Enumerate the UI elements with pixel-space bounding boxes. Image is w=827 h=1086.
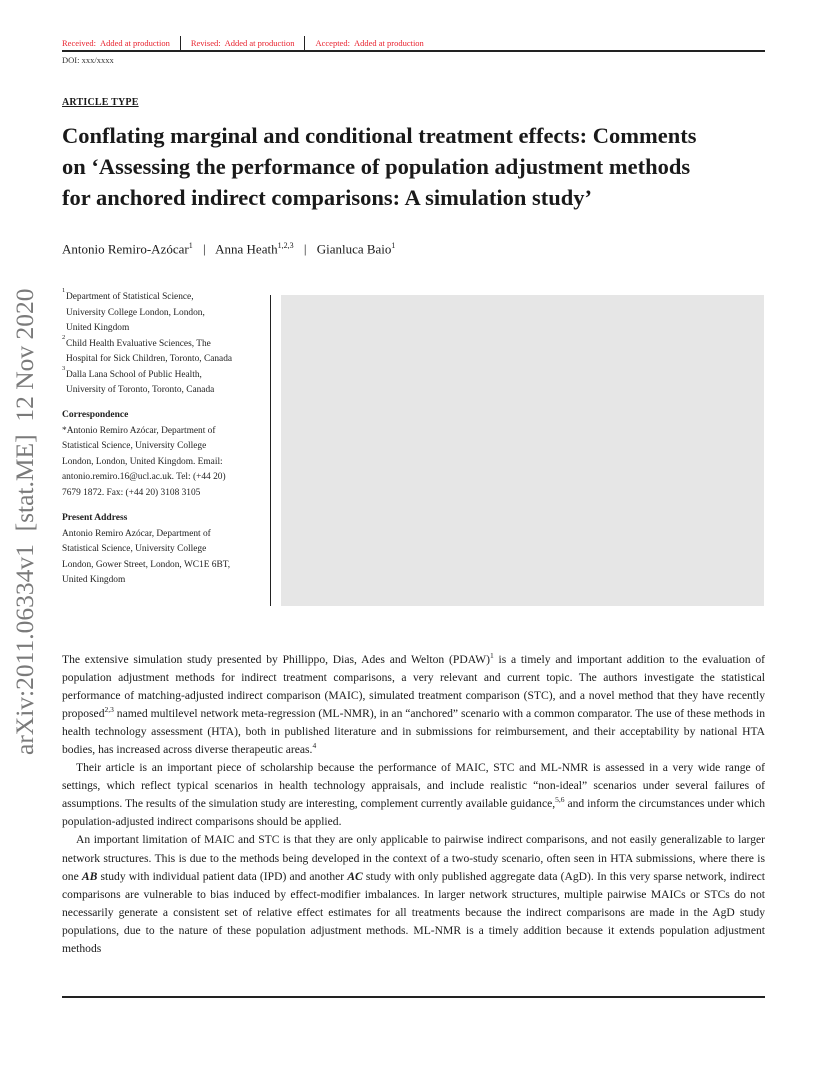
author-affiliation-mark: 1,2,3 [277,241,294,250]
revised-date: Revised: Added at production [180,36,305,50]
affiliation-item: 3 Dalla Lana School of Public Health, University of Toronto, Toronto, Canada [62,364,215,395]
author-name: Antonio Remiro-Azócar [62,241,189,257]
title-line: Conflating marginal and conditional treatment effects: Comments [62,123,697,148]
abstract-box [281,295,764,606]
affiliation-item: 1 Department of Statistical Science, University College London, London, United Kingdom [62,287,205,333]
paragraph: Their article is an important piece of scholarship because the performance of MAIC, STC and ML-NMR is assessed in a very wide range of settings, which reflect typical scenarios in health technology appraisals, and include realistic “non-ideal” scenarios under several failures of assumptions. The results of the simulation study are interesting, complement currently available guidance,$^{5,6}$ and inform the circumstances under which population-adjusted indirect comparisons should be applied. [62,761,765,829]
citation: 4 [312,741,317,751]
paragraph: The extensive simulation study presented by Phillippo, Dias, Ades and Welton (PDAW)$^1$ is a timely and important addition to the evaluation of population adjustment methods for indirect treatment comparisons, a very relevant and current topic. The authors investigate the statistical performance of matching-adjusted indirect comparison (MAIC), simulated treatment comparison (STC), and a novel method that they have recently proposed$^{2,3}$ named multilevel network meta-regression (ML-NMR), in an “anchored” scenario with a common comparator. The use of these methods in health technology assessment (HTA), both in published literature and in submissions for reimbursement, and their acceptability by national HTA bodies, has increased across diverse therapeutic areas.$^4$ [62,651,765,757]
footer-rule [62,996,765,998]
dates-bar [62,36,434,50]
paragraph: An important limitation of MAIC and STC is that they are only applicable to pairwise indirect comparisons, and not easily generalizable to larger network structures. This is due to the methods being developed in the context of a two-study scenario, often seen in HTA submissions, where there is one AB study with individual patient data (IPD) and another AC study with only published aggregate data (AgD). In this very sparse network, indirect comparisons are vulnerable to bias induced by effect-modifier imbalances. In larger network structures, multiple pairwise MAICs or STCs do not necessarily generate a consistent set of relative effect estimates for all treatments because the indirect comparisons are made in the AgD study populations, due to the nature of these population adjustment methods. ML-NMR is a timely addition because it extends population adjustment methods [62,833,765,955]
author-name: Anna Heath [215,241,278,257]
author-list [62,241,395,257]
author-affiliation-mark: 1 [188,241,193,250]
math-ab: AB [81,869,98,883]
body-text [62,651,765,958]
author-separator: | [202,241,206,257]
page-title [62,120,772,213]
math-ac: AC [347,869,363,883]
column-divider [270,295,271,606]
affiliations [62,287,267,399]
title-line: for anchored indirect comparisons: A simulation study’ [62,185,593,210]
title-line: on ‘Assessing the performance of population adjustment methods [62,154,691,179]
header-rule [62,50,765,52]
accepted-date: Accepted: Added at production [304,36,433,50]
correspondence-heading: Correspondence [62,410,129,420]
citation: 1 [489,651,494,661]
affiliation-item: 2 Child Health Evaluative Sciences, The Hospital for Sick Children, Toronto, Canada [62,333,233,364]
present-address-heading: Present Address [62,513,128,523]
citation: 5,6 [555,795,565,805]
arxiv-identifier: arXiv:2011.06334v1 [stat.ME] 12 Nov 2020 [10,288,39,755]
author-name: Gianluca Baio [316,241,392,257]
article-type: ARTICLE TYPE [62,97,139,108]
author-separator: | [303,241,307,257]
doi: DOI: xxx/xxxx [62,55,114,65]
correspondence: Correspondence *Antonio Remiro Azócar, Department of Statistical Science, University College London, London, United Kingdom. Email: antonio.remiro.16@ucl.ac.uk. Tel: (+44 20) 7679 1872. Fax: (+44 20) 3108 3105 [62,408,267,501]
author-affiliation-mark: 1 [391,241,396,250]
citation: 2,3 [104,705,114,715]
present-address: Present Address Antonio Remiro Azócar, Department of Statistical Science, University College London, Gower Street, London, WC1E 6BT, United Kingdom [62,511,267,589]
received-date: Received: Added at production [62,38,170,48]
